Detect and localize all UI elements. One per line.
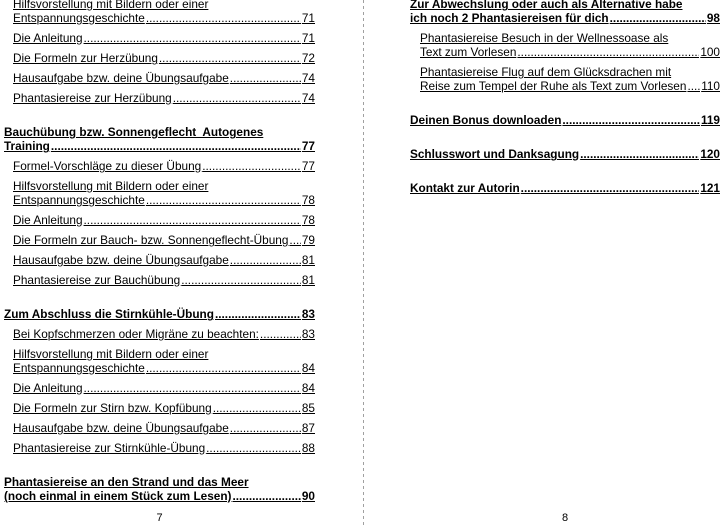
toc-page-number: 77 (301, 139, 315, 153)
toc-entry-last-line (13, 273, 315, 287)
toc-page-number: 85 (301, 401, 315, 415)
page-divider (363, 0, 364, 525)
toc-page-number: 100 (700, 45, 720, 59)
toc-page-number: 87 (301, 421, 315, 435)
toc-page-number: 77 (301, 159, 315, 173)
toc-entry-title: Die Anleitung (13, 213, 83, 227)
toc-entry-title: Die Formeln zur Bauch- bzw. Sonnengeflecht-Übung (13, 233, 289, 247)
toc-entry-title: Entspannungsgeschichte (13, 193, 145, 207)
dot-leader (201, 159, 301, 173)
toc-entry[interactable] (4, 159, 315, 173)
toc-entry-title: Hilfsvorstellung mit Bildern oder einer (13, 347, 209, 361)
toc-entry-last-line (410, 113, 720, 127)
toc-page-number: 71 (301, 31, 315, 45)
toc-entry[interactable] (4, 381, 315, 395)
toc-entry[interactable] (4, 51, 315, 65)
toc-entry-last-line (4, 489, 315, 503)
dot-leader (214, 307, 301, 321)
toc-section (4, 475, 315, 503)
toc-chapter-title: Phantasiereise an den Strand und das Meer (4, 475, 249, 489)
toc-entry-title: Die Formeln zur Herzübung (13, 51, 158, 65)
toc-entry-last-line (13, 159, 315, 173)
dot-leader (259, 327, 301, 341)
dot-leader (145, 361, 301, 375)
toc-entry[interactable] (4, 441, 315, 455)
toc-entry-title: Die Anleitung (13, 381, 83, 395)
toc-page-number: 83 (301, 327, 315, 341)
toc-entry[interactable] (4, 253, 315, 267)
toc-section (4, 307, 315, 455)
toc-entry[interactable] (4, 233, 315, 247)
toc-entry-last-line (13, 71, 315, 85)
toc-entry-title: Hilfsvorstellung mit Bildern oder einer (13, 0, 209, 11)
toc-section (410, 147, 720, 161)
dot-leader (145, 193, 301, 207)
dot-leader (516, 45, 699, 59)
toc-page-number: 84 (301, 381, 315, 395)
toc-entry-last-line (13, 253, 315, 267)
toc-entry-last-line (13, 327, 315, 341)
toc-entry-title: Phantasiereise zur Bauchübung (13, 273, 181, 287)
toc-page-number: 84 (301, 361, 315, 375)
toc-entry-last-line (13, 31, 315, 45)
toc-section (410, 113, 720, 127)
toc-entry-last-line (410, 181, 720, 195)
toc-entry-title: Phantasiereise Besuch in der Wellnessoase als (420, 31, 669, 45)
toc-entry-last-line (4, 307, 315, 321)
toc-chapter-entry[interactable] (4, 307, 315, 321)
toc-entry-last-line (13, 441, 315, 455)
toc-entry[interactable] (4, 0, 315, 25)
toc-entry-last-line (410, 147, 720, 161)
toc-page-number: 74 (301, 71, 315, 85)
dot-leader (520, 181, 700, 195)
toc-page-number: 81 (301, 253, 315, 267)
toc-chapter-entry[interactable] (410, 147, 720, 161)
toc-entry[interactable] (4, 401, 315, 415)
dot-leader (158, 51, 301, 65)
toc-entry-title: Phantasiereise Flug auf dem Glücksdrachen mit (420, 65, 672, 79)
toc-chapter-title: (noch einmal in einem Stück zum Lesen) (4, 489, 232, 503)
dot-leader (288, 233, 300, 247)
dot-leader (83, 381, 301, 395)
toc-chapter-title: Schlusswort und Danksagung (410, 147, 580, 161)
toc-entry[interactable] (4, 327, 315, 341)
toc-entry[interactable] (4, 421, 315, 435)
toc-entry-last-line (410, 11, 720, 25)
dot-leader (205, 441, 301, 455)
toc-chapter-title: Bauchübung bzw. Sonnengeflecht Autogenes (4, 125, 264, 139)
toc-entry-title: Hausaufgabe bzw. deine Übungsaufgabe (13, 421, 229, 435)
toc-page-number: 79 (301, 233, 315, 247)
toc-entry-title: Text zum Vorlesen (420, 45, 517, 59)
toc-page-number: 110 (701, 79, 720, 93)
toc-entry-last-line (13, 361, 315, 375)
toc-entry-last-line (420, 79, 720, 93)
toc-page-number: 88 (301, 441, 315, 455)
toc-entry-last-line (13, 11, 315, 25)
toc-chapter-title: Kontakt zur Autorin (410, 181, 520, 195)
page-number: 8 (561, 512, 569, 524)
toc-entry-title: Entspannungsgeschichte (13, 11, 145, 25)
toc-section (410, 181, 720, 195)
dot-leader (609, 11, 706, 25)
toc-entry-title: Phantasiereise zur Stirnkühle-Übung (13, 441, 206, 455)
toc-entry[interactable] (410, 31, 720, 59)
toc-chapter-entry[interactable] (410, 181, 720, 195)
toc-entry[interactable] (4, 91, 315, 105)
toc-page-number: 121 (700, 181, 720, 195)
toc-page-number: 120 (700, 147, 720, 161)
toc-page-number: 119 (700, 113, 720, 127)
toc-entry[interactable] (4, 347, 315, 375)
toc-entry-last-line (13, 401, 315, 415)
toc-entry-title: Bei Kopfschmerzen oder Migräne zu beachten: (13, 327, 259, 341)
toc-entry-title: Die Formeln zur Stirn bzw. Kopfübung (13, 401, 212, 415)
toc-entry[interactable] (4, 31, 315, 45)
dot-leader (579, 147, 699, 161)
toc-page-number: 78 (301, 193, 315, 207)
toc-left-column (4, 0, 315, 509)
toc-entry-last-line (13, 51, 315, 65)
toc-section (4, 125, 315, 287)
toc-chapter-entry[interactable] (4, 125, 315, 153)
page-number: 7 (156, 512, 163, 524)
toc-entry-last-line (13, 91, 315, 105)
dot-leader (229, 253, 301, 267)
dot-leader (229, 71, 301, 85)
dot-leader (212, 401, 301, 415)
toc-entry[interactable] (410, 65, 720, 93)
toc-entry-last-line (13, 213, 315, 227)
dot-leader (180, 273, 301, 287)
dot-leader (83, 31, 301, 45)
toc-entry-title: Reise zum Tempel der Ruhe als Text zum Vorlesen (420, 79, 687, 93)
toc-entry-title: Phantasiereise zur Herzübung (13, 91, 172, 105)
toc-page-number: 71 (301, 11, 315, 25)
toc-chapter-entry[interactable] (410, 113, 720, 127)
dot-leader (686, 79, 700, 93)
dot-leader (83, 213, 301, 227)
toc-entry-last-line (13, 381, 315, 395)
toc-page-number: 83 (301, 307, 315, 321)
toc-entry-title: Hausaufgabe bzw. deine Übungsaufgabe (13, 253, 229, 267)
toc-entry-title: Hilfsvorstellung mit Bildern oder einer (13, 179, 209, 193)
toc-entry-title: Hausaufgabe bzw. deine Übungsaufgabe (13, 71, 229, 85)
dot-leader (561, 113, 700, 127)
toc-chapter-title: Deinen Bonus downloaden (410, 113, 562, 127)
toc-chapter-entry[interactable] (4, 475, 315, 503)
dot-leader (231, 489, 300, 503)
toc-entry-last-line (4, 139, 315, 153)
toc-entry-last-line (13, 421, 315, 435)
toc-chapter-entry[interactable] (410, 0, 720, 25)
toc-entry[interactable] (4, 71, 315, 85)
toc-right-column (410, 0, 720, 201)
toc-page-number: 72 (301, 51, 315, 65)
toc-entry[interactable] (4, 213, 315, 227)
toc-page-number: 74 (301, 91, 315, 105)
dot-leader (229, 421, 301, 435)
toc-page-number: 90 (301, 489, 315, 503)
toc-entry-last-line (13, 193, 315, 207)
toc-entry[interactable] (4, 273, 315, 287)
toc-chapter-title: Zur Abwechslung oder auch als Alternative habe (410, 0, 683, 11)
toc-page-number: 81 (301, 273, 315, 287)
dot-leader (50, 139, 301, 153)
toc-entry-last-line (420, 45, 720, 59)
toc-chapter-title: Training (4, 139, 50, 153)
dot-leader (145, 11, 301, 25)
toc-section (4, 0, 315, 105)
toc-entry[interactable] (4, 179, 315, 207)
dot-leader (172, 91, 301, 105)
toc-entry-last-line (13, 233, 315, 247)
toc-entry-title: Die Anleitung (13, 31, 83, 45)
toc-entry-title: Formel-Vorschläge zu dieser Übung (13, 159, 202, 173)
toc-chapter-title: ich noch 2 Phantasiereisen für dich (410, 11, 609, 25)
toc-page-number: 98 (706, 11, 720, 25)
toc-section (410, 0, 720, 93)
toc-chapter-title: Zum Abschluss die Stirnkühle-Übung (4, 307, 214, 321)
toc-page-number: 78 (301, 213, 315, 227)
toc-entry-title: Entspannungsgeschichte (13, 361, 145, 375)
